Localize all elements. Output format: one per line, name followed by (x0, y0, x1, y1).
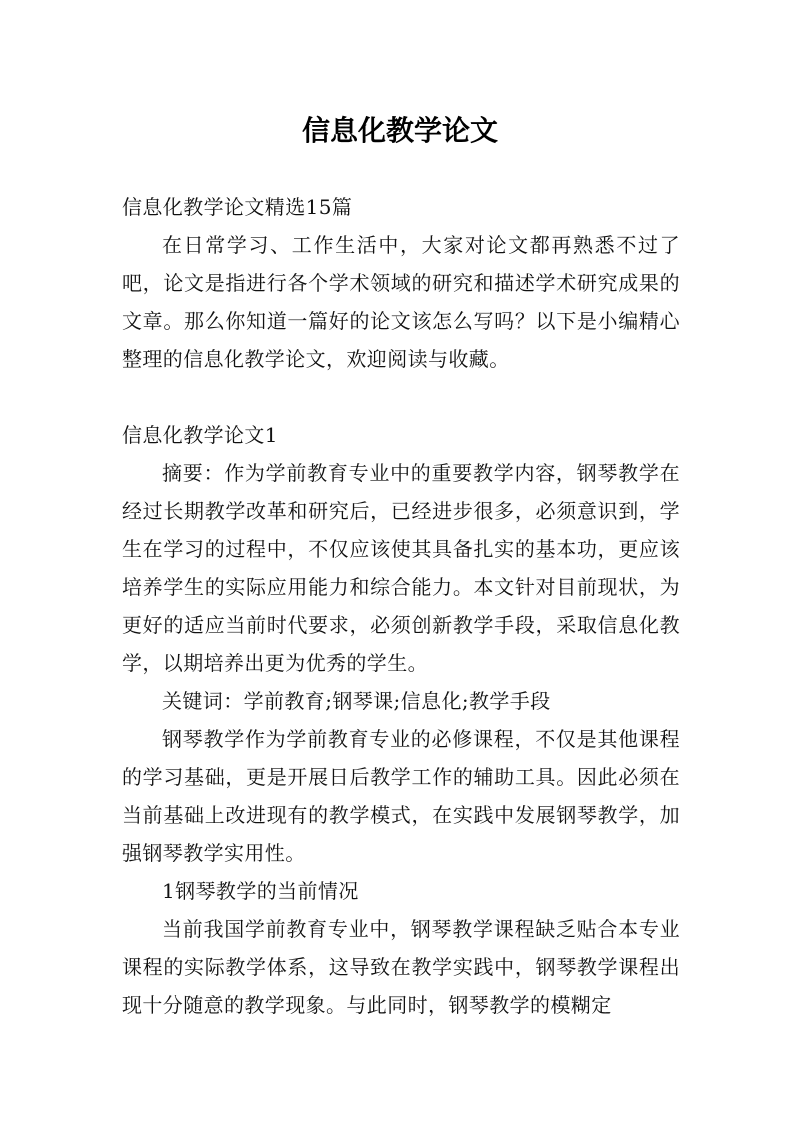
paragraph: 在日常学习、工作生活中，大家对论文都再熟悉不过了吧，论文是指进行各个学术领域的研究和描述学术研究成果的文章。那么你知道一篇好的论文该怎么写吗？以下是小编精心整理的信息化教学论文，欢迎阅读与收藏。 (122, 233, 680, 371)
document-body (122, 188, 680, 1024)
paragraph: 摘要：作为学前教育专业中的重要教学内容，钢琴教学在经过长期教学改革和研究后，已经进步很多，必须意识到，学生在学习的过程中，不仅应该使其具备扎实的基本功，更应该培养学生的实际应用能力和综合能力。本文针对目前现状，为更好的适应当前时代要求，必须创新教学手段，采取信息化教学，以期培养出更为优秀的学生。 (122, 461, 680, 675)
paragraph: 信息化教学论文1 (122, 423, 278, 447)
paragraph: 当前我国学前教育专业中，钢琴教学课程缺乏贴合本专业课程的实际教学体系，这导致在教学实践中，钢琴教学课程出现十分随意的教学现象。与此同时，钢琴教学的模糊定 (122, 917, 680, 1017)
paragraph: 信息化教学论文精选15篇 (122, 195, 353, 219)
paragraph: 1钢琴教学的当前情况 (162, 879, 359, 903)
paragraph: 钢琴教学作为学前教育专业的必修课程，不仅是其他课程的学习基础，更是开展日后教学工作的辅助工具。因此必须在当前基础上改进现有的教学模式，在实践中发展钢琴教学，加强钢琴教学实用性。 (122, 727, 680, 865)
document-title: 信息化教学论文 (301, 113, 498, 147)
paragraph: 关键词：学前教育;钢琴课;信息化;教学手段 (162, 689, 551, 713)
